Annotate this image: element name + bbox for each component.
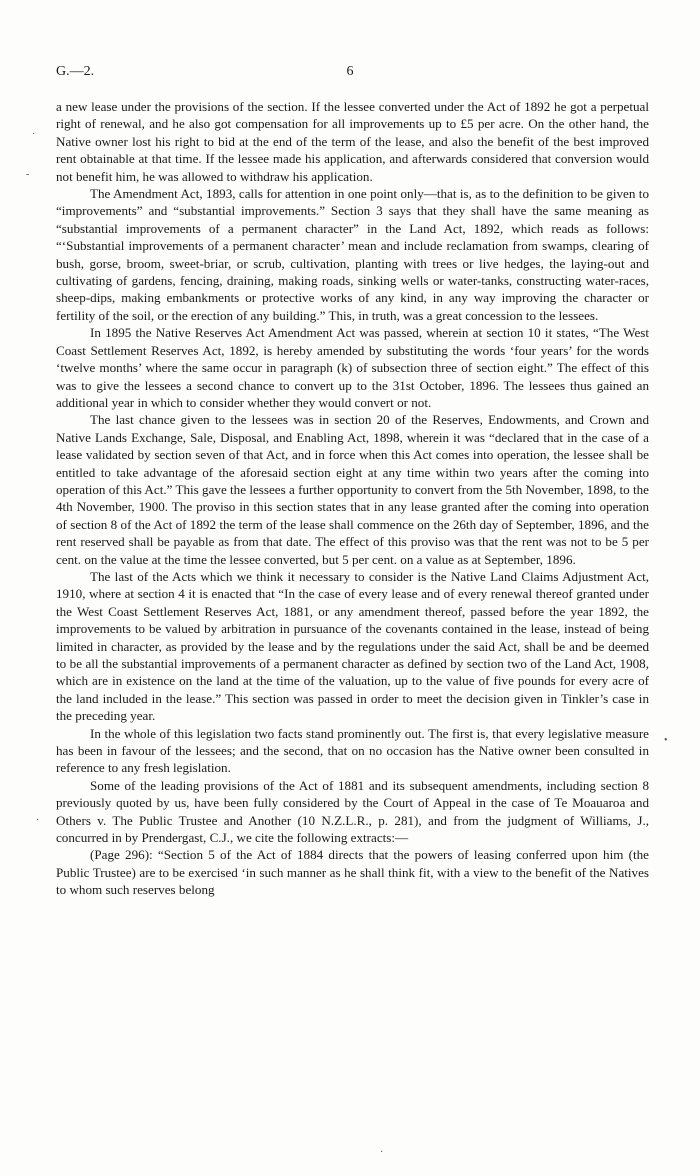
paragraph-1: a new lease under the provisions of the section. If the lessee converted under the Act of 1892 he got a perpetual right of renewal, and he also got compensation for all improvements up to £5 per acre. On the other hand, the Native owner lost his right to bid at the end of the term of the lease, and also the benefit of the best improved rent obtainable at that time. If the lessee made his application, and afterwards considered that conversion would not benefit him, he was allowed to withdraw his application.: [56, 99, 649, 184]
scan-speck: ·: [380, 1147, 384, 1158]
paragraph-7: Some of the leading provisions of the Act of 1881 and its subsequent amendments, including section 8 previously quoted by us, have been fully considered by the Court of Appeal in the case of Te Moauaroa and Others v. The Public Trustee and Another (10 N.Z.L.R., p. 281), and from the judgment of Williams, J., concurred in by Prendergast, C.J., we cite the following extracts:—: [56, 777, 649, 846]
scan-speck: -: [26, 169, 30, 180]
scan-speck: ·: [36, 815, 40, 826]
page-number: 6: [346, 64, 354, 79]
body-text: [56, 98, 649, 899]
paragraph-8: (Page 296): “Section 5 of the Act of 1884 directs that the powers of leasing conferred upon him (the Public Trustee) are to be exercised ‘in such manner as he shall think fit, with a view to the benefit of the Natives to whom such reserves belong: [56, 847, 649, 898]
scan-speck: ·: [32, 129, 36, 140]
paragraph-5: The last of the Acts which we think it necessary to consider is the Native Land Claims Adjustment Act, 1910, where at section 4 it is enacted that “In the case of every lease and of every renewal thereof granted under the West Coast Settlement Reserves Act, 1881, or any amendment thereof, passed before the year 1892, the improvements to be valued by arbitration in pursuance of the covenants contained in the lease, instead of being limited in character, as provided by the lease and by the regulations under the said Act, shall be and be deemed to be all the substantial improvements of a permanent character as defined by section two of the Land Act, 1908, which are in existence on the land at the time of the valuation, up to the value of five pounds for every acre of the land included in the lease.” This section was passed in order to meet the decision given in Tinkler’s case in the preceding year.: [56, 568, 649, 724]
scan-speck: •: [664, 735, 668, 746]
document-reference: G.—2.: [56, 64, 95, 79]
page-header: [56, 64, 644, 84]
paragraph-4: The last chance given to the lessees was in section 20 of the Reserves, Endowments, and Crown and Native Lands Exchange, Sale, Disposal, and Enabling Act, 1898, wherein it was “declared that in the case of a lease validated by section seven of that Act, and in force when this Act comes into operation, the lessee shall be entitled to take advantage of the aforesaid section eight at any time within two years after the coming into operation of this Act.” This gave the lessees a further opportunity to convert from the 5th November, 1898, to the 4th November, 1900. The proviso in this section states that in any lease granted after the coming into operation of section 8 of the Act of 1892 the term of the lease shall commence on the 26th day of September, 1896, and the rent reserved shall be payable as from that date. The effect of this proviso was that the rent was not to be 5 per cent. on the value at the time the lessee converted, but 5 per cent. on a value as at September, 1896.: [56, 412, 649, 567]
paragraph-2: The Amendment Act, 1893, calls for attention in one point only—that is, as to the definition to be given to “improvements” and “substantial improvements.” Section 3 says that they shall have the same meaning as “substantial improvements of a permanent character” in the Land Act, 1892, which reads as follows: “‘Substantial improvements of a permanent character’ mean and include reclamation from swamps, clearing of bush, gorse, broom, sweet-briar, or scrub, cultivation, planting with trees or live hedges, the laying-out and cultivating of gardens, fencing, draining, making roads, sinking wells or water-tanks, constructing water-races, sheep-dips, making embankments or protective works of any kind, in any way improving the character or fertility of the soil, or the erection of any building.” This, in truth, was a great concession to the lessees.: [56, 186, 649, 323]
paragraph-6: In the whole of this legislation two facts stand prominently out. The first is, that every legislative measure has been in favour of the lessees; and the second, that on no occasion has the Native owner been consulted in reference to any fresh legislation.: [56, 725, 649, 776]
paragraph-3: In 1895 the Native Reserves Act Amendment Act was passed, wherein at section 10 it states, “The West Coast Settlement Reserves Act, 1892, is hereby amended by substituting the words ‘four years’ for the words ‘twelve months’ where the same occur in paragraph (k) of subsection three of section eight.” The effect of this was to give the lessees a second chance to convert up to the 31st October, 1896. The lessees thus gained an additional year in which to consider whether they would convert or not.: [56, 325, 649, 410]
